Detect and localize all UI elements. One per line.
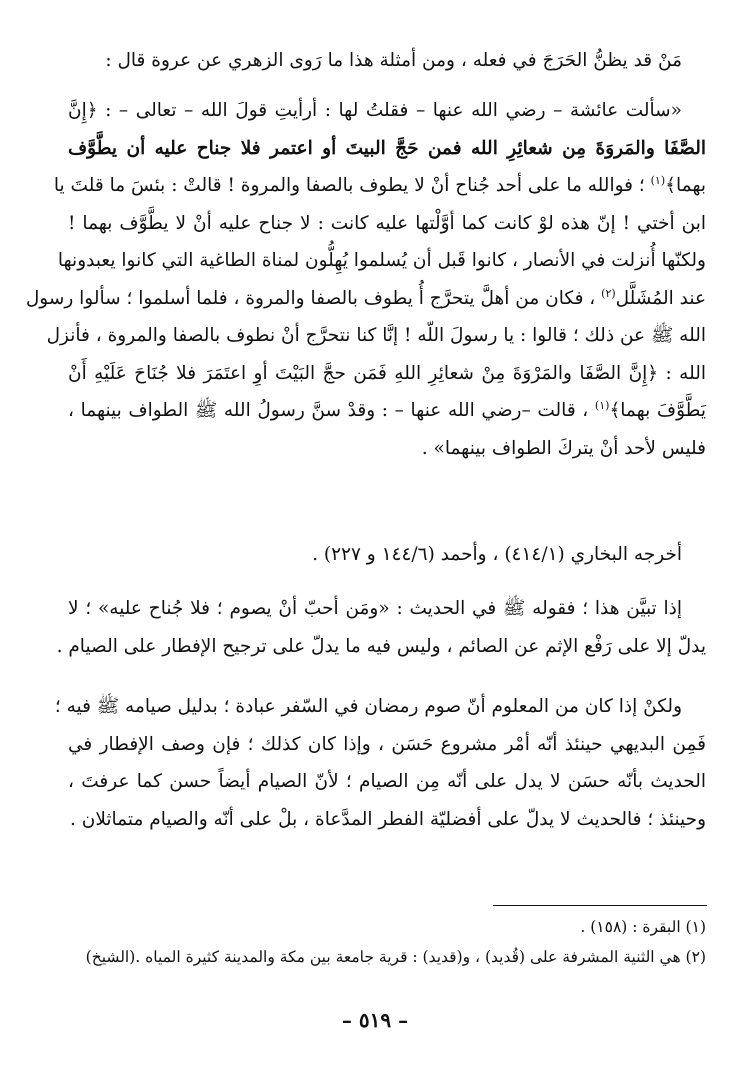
explanation-line-2: يدلّ إلا على رَفْع الإثم عن الصائم ، وليس فيه ما يدلّ على ترجيح الإفطار على الصيام . (56, 635, 706, 657)
hadith-paragraph (25, 92, 706, 467)
hadith-line-10: فليس لأحد أنْ يتركَ الطواف بينهما» . (421, 437, 706, 459)
footnote-2: (٢) هي الثنية المشرفة على (قُديد) ، و(قديد) : قرية جامعة بين مكة والمدينة كثيرة المياه .(الشيخ) (85, 948, 706, 966)
intro-paragraph (68, 42, 706, 80)
conclusion-line-1: ولكنْ إذا كان من المعلوم أنّ صوم رمضان في السّفر عبادة ؛ بدليل صيامه ﷺ فيه ؛ (54, 696, 682, 717)
page-number: – ٥١٩ – (341, 1008, 409, 1032)
footnote-divider (493, 905, 707, 906)
footnote-ref-1b: (١) (594, 398, 610, 412)
hadith-line-9: يَطَّوَّفَ بهما﴾$^{(١)}$ ، قالت –رضي الله عنها – : وقدْ سنَّ رسولُ الله ﷺ الطواف بينهما ، (68, 398, 706, 421)
hadith-line-2: الصَّفَا والمَروَةَ مِن شعائِرِ الله فمن حَجَّ البيتَ أو اعتمر فلا جناح عليه أن يطَّوَّف (68, 137, 706, 159)
hadith-line-1: «سألت عائشة – رضي الله عنها – فقلتُ لها : أرأيتِ قولَ الله – تعالى – : ﴿إِنَّ (68, 100, 682, 121)
explanation-line-1: إذا تبيَّن هذا ؛ فقوله ﷺ في الحديث : «ومَن أحبّ أنْ يصوم ؛ فلا جُناح عليه» ؛ لا (68, 598, 682, 619)
explanation-paragraph (56, 590, 706, 665)
intro-line: مَنْ قد يظنُّ الحَرَجَ في فعله ، ومن أمثلة هذا ما رَوى الزهري عن عروة قال : (105, 50, 682, 71)
footnotes (68, 912, 706, 972)
footnote-1: (١) البقرة : (١٥٨) . (580, 918, 706, 936)
hadith-line-4: ابن أختي ! إنّ هذه لوْ كانت كما أوَّلْتها عليه كانت : لا جناح عليه أنْ لا يطَّوَّف بهما ! (68, 212, 706, 234)
takhrij-line: أخرجه البخاري (٤١٤/١) ، وأحمد (١٤٤/٦ و ٢٢٧) . (312, 544, 682, 565)
footnote-ref-1: (١) (650, 173, 666, 187)
hadith-line-3: بهما﴾$^{(١)}$ ؛ فوالله ما على أحد جُناح أنْ لا يطوف بالصفا والمروة ! قالتْ : بئسَ ما قلتَ يا (53, 173, 706, 196)
conclusion-paragraph (54, 688, 706, 838)
hadith-line-8: الله : ﴿إِنَّ الصَّفَا والمَرْوَةَ مِنْ شعائِرِ اللهِ فَمَن حجَّ البَيْتَ أوِ اعتَمَرَ فلا جُنَاحَ عَلَيْهِ أَنْ (68, 362, 706, 384)
hadith-line-5: ولكنّها أُنزلت في الأنصار ، كانوا قَبل أن يُسلموا يُهِلُّون لمناة الطاغية التي كانوا يعبدونها (57, 250, 706, 271)
takhrij-paragraph (68, 536, 706, 574)
conclusion-line-2: فَمِن البديهي حينئذ أنّه أمْر مشروع حَسَن ، وإذا كان كذلك ؛ فإن وصف الإفطار في (68, 733, 706, 755)
conclusion-line-4: وحينئذ ؛ فالحديث لا يدلّ على أفضليّة الفطر المدَّعاة ، بلْ على أنّه والصيام متماثلان . (70, 808, 706, 830)
hadith-line-6: عند المُشَلَّل$^{(٢)}$ ، فكان من أهلَّ يتحرَّج أُ يطوف بالصفا والمروة ، فلما أسلموا ؛ سألوا رسول (25, 286, 706, 309)
footnote-ref-2: (٢) (601, 286, 616, 300)
hadith-line-7: الله ﷺ عن ذلك ؛ قالوا : يا رسولَ اللّه ! إنَّا كنا نتحرَّج أنْ نطوف بالصفا والمروة ، فأنزل (46, 325, 706, 346)
conclusion-line-3: الحديث بأنّه حسَن لا يدل على أنّه مِن الصيام ؛ لأنّ الصيام أيضاً حسن كما عرفتَ ، (68, 771, 706, 792)
